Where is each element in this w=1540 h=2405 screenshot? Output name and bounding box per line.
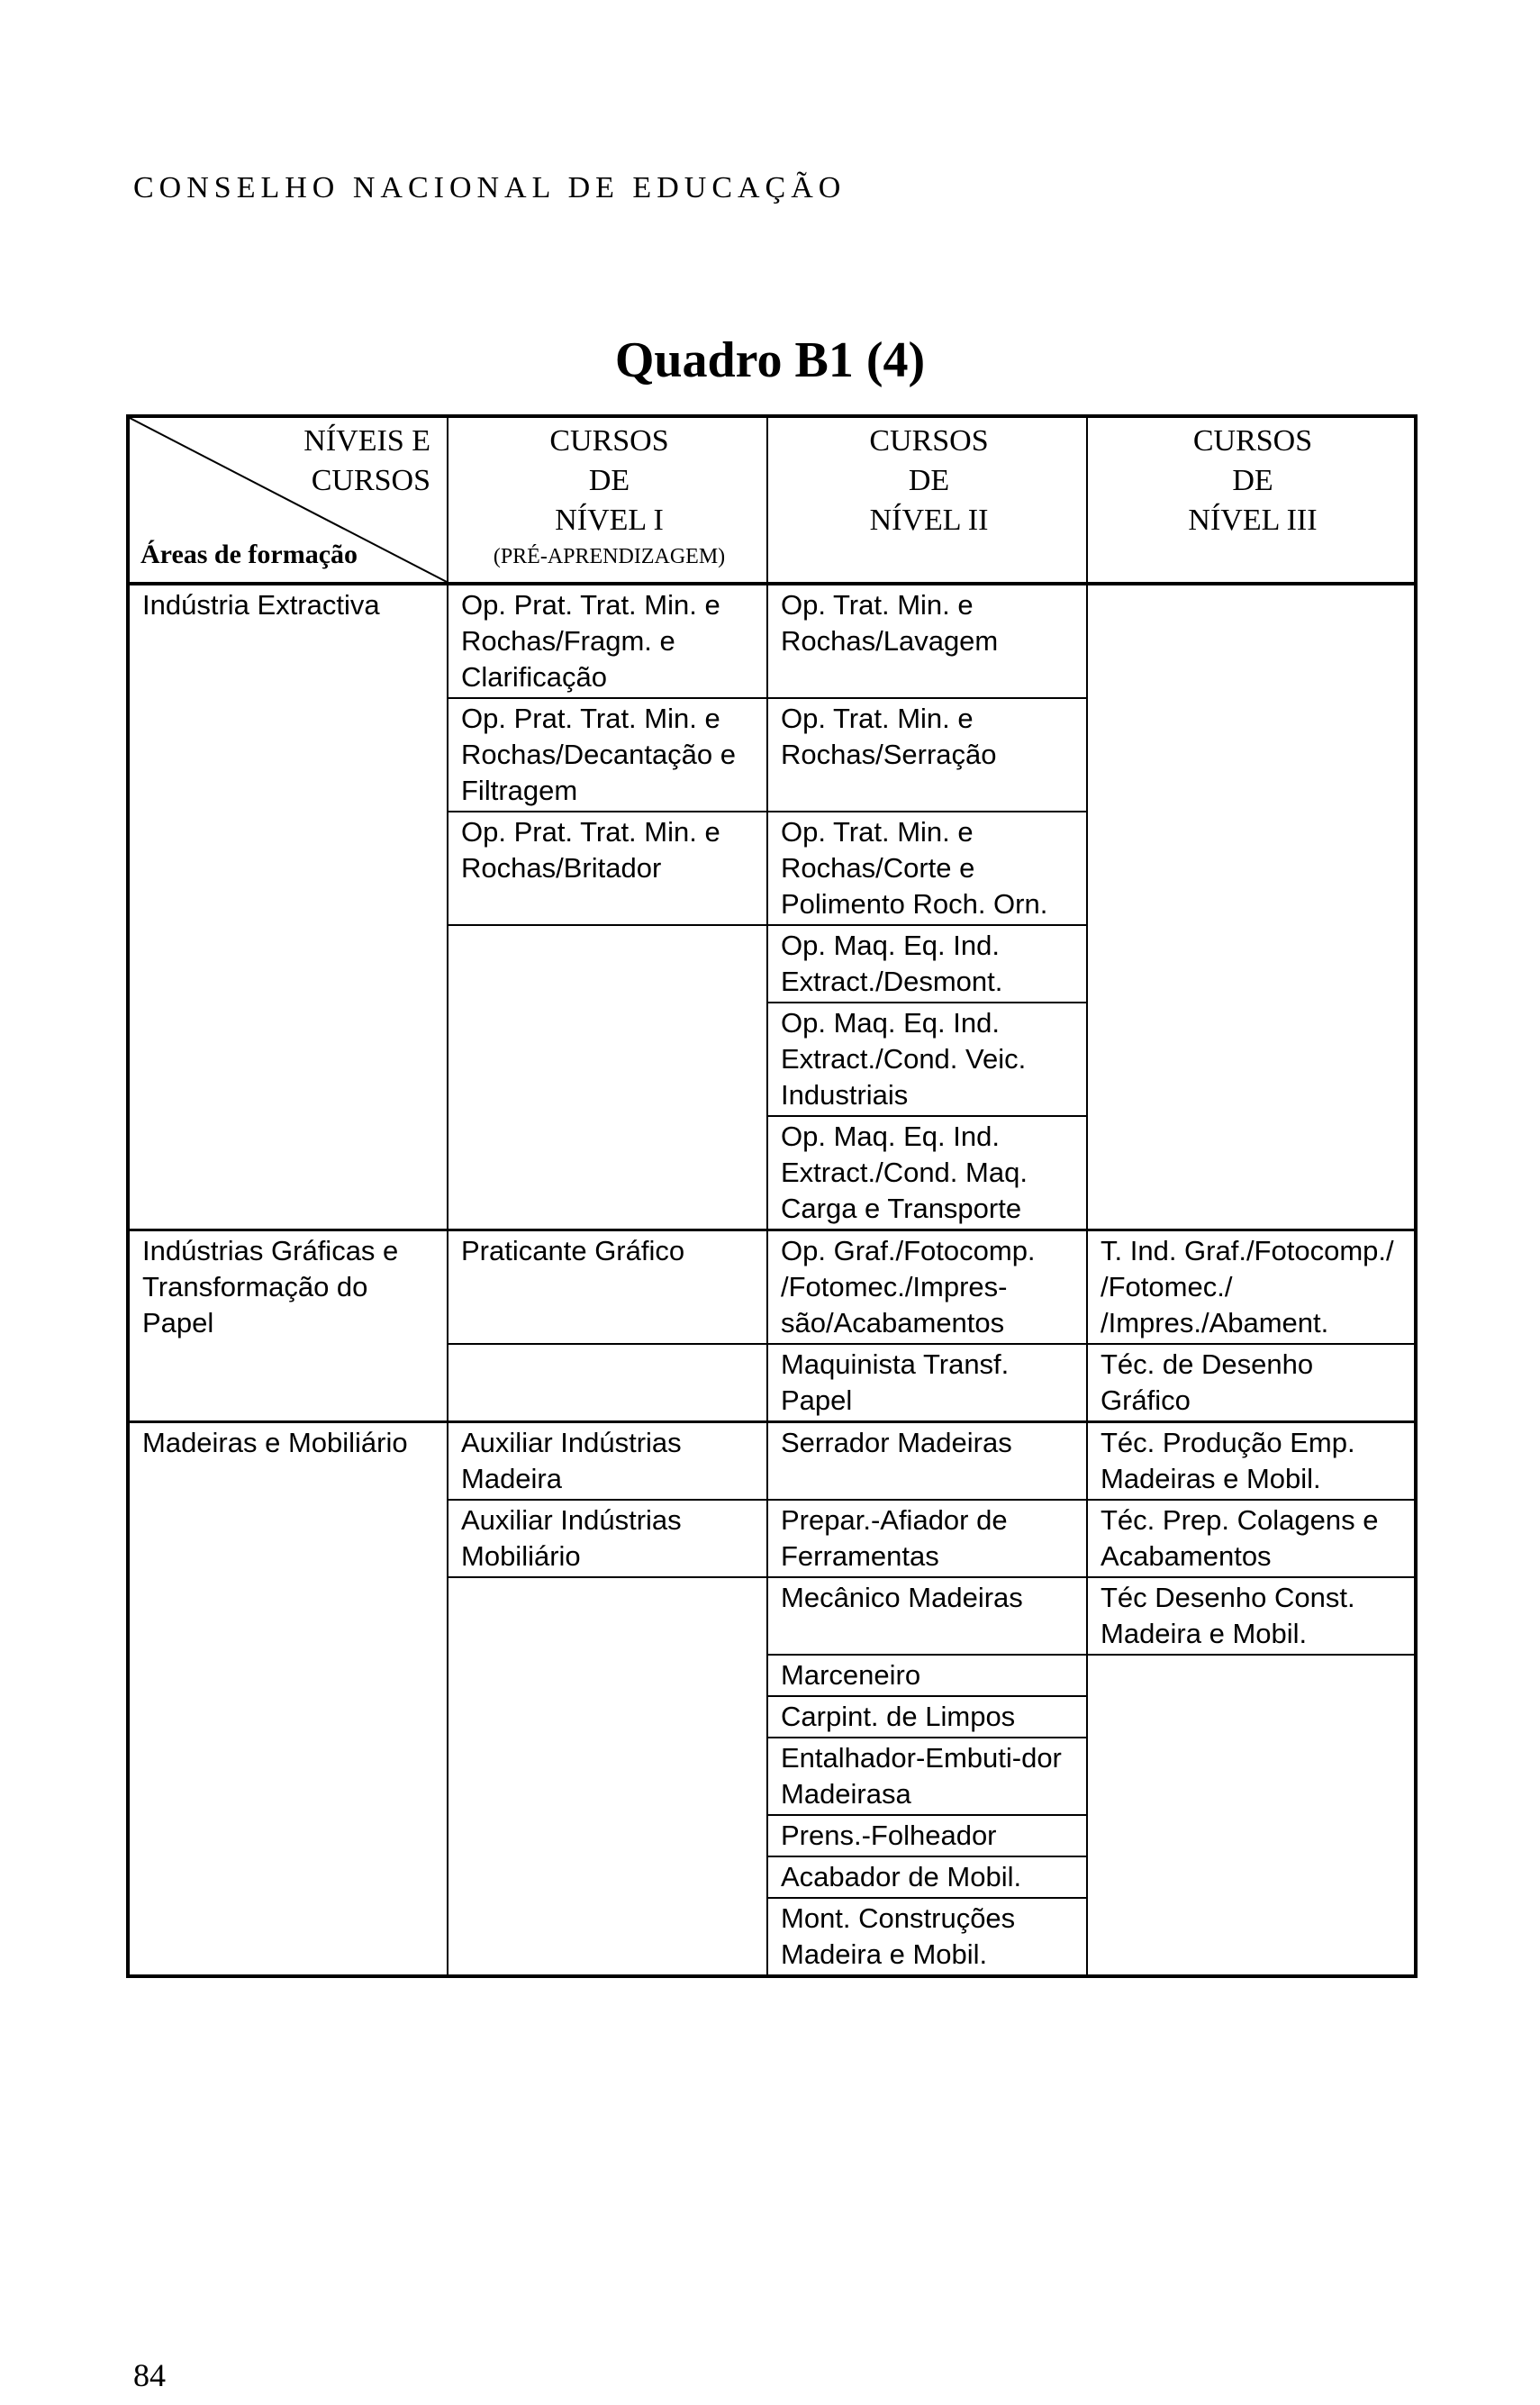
column-header-nivel-1: CURSOS DE NÍVEL I (PRÉ-APRENDIZAGEM) — [448, 416, 767, 584]
course-cell: Téc. de Desenho Gráfico — [1087, 1344, 1416, 1422]
course-cell: Op. Trat. Min. e Rochas/Serração — [767, 698, 1087, 812]
table-title: Quadro B1 (4) — [614, 332, 926, 388]
area-cell: Madeiras e Mobiliário — [128, 1422, 448, 1977]
course-cell: Mont. Construções Madeira e Mobil. — [767, 1898, 1087, 1976]
course-cell: Prens.-Folheador — [767, 1815, 1087, 1856]
course-cell: Op. Prat. Trat. Min. e Rochas/Britador — [448, 812, 767, 925]
table-header-row — [128, 416, 1416, 584]
course-cell: Serrador Madeiras — [767, 1422, 1087, 1501]
column-header-nivel-2: CURSOS DE NÍVEL II — [767, 416, 1087, 584]
course-cell: Carpint. de Limpos — [767, 1696, 1087, 1738]
course-cell: Entalhador-Embuti-dor Madeirasa — [767, 1738, 1087, 1815]
corner-areas-label: Áreas de formação — [140, 540, 358, 569]
course-cell: Téc. Produção Emp. Madeiras e Mobil. — [1087, 1422, 1416, 1501]
course-cell: Op. Maq. Eq. Ind. Extract./Desmont. — [767, 925, 1087, 1003]
table-row — [128, 584, 1416, 698]
empty-cell — [1087, 1655, 1416, 1976]
course-cell: T. Ind. Graf./Fotocomp./ /Fotomec./ /Impres./Abament. — [1087, 1230, 1416, 1345]
course-cell: Marceneiro — [767, 1655, 1087, 1696]
course-cell: Auxiliar Indústrias Madeira — [448, 1422, 767, 1501]
course-cell: Mecânico Madeiras — [767, 1577, 1087, 1655]
empty-cell — [448, 925, 767, 1230]
table-row — [128, 1230, 1416, 1345]
course-cell: Op. Prat. Trat. Min. e Rochas/Decantação e Filtragem — [448, 698, 767, 812]
area-cell: Indústrias Gráficas e Transformação do Papel — [128, 1230, 448, 1422]
course-cell: Op. Prat. Trat. Min. e Rochas/Fragm. e Clarificação — [448, 584, 767, 698]
course-cell: Prepar.-Afiador de Ferramentas — [767, 1500, 1087, 1577]
column-header-nivel-3: CURSOS DE NÍVEL III — [1087, 416, 1416, 584]
courses-table — [126, 414, 1418, 1978]
document-header: CONSELHO NACIONAL DE EDUCAÇÃO — [133, 171, 847, 204]
course-cell: Acabador de Mobil. — [767, 1856, 1087, 1898]
course-cell: Op. Maq. Eq. Ind. Extract./Cond. Maq. Carga e Transporte — [767, 1116, 1087, 1230]
area-cell: Indústria Extractiva — [128, 584, 448, 1230]
corner-levels-label: NÍVEIS E CURSOS — [303, 424, 430, 497]
course-cell: Téc Desenho Const. Madeira e Mobil. — [1087, 1577, 1416, 1655]
course-cell: Auxiliar Indústrias Mobiliário — [448, 1500, 767, 1577]
course-cell: Praticante Gráfico — [448, 1230, 767, 1345]
course-cell: Op. Graf./Fotocomp. /Fotomec./Impres-são/Acabamentos — [767, 1230, 1087, 1345]
empty-cell — [1087, 584, 1416, 1230]
course-cell: Maquinista Transf. Papel — [767, 1344, 1087, 1422]
corner-header-cell — [128, 416, 448, 584]
page-number: 84 — [133, 2357, 166, 2393]
course-cell: Op. Trat. Min. e Rochas/Lavagem — [767, 584, 1087, 698]
empty-cell — [448, 1577, 767, 1976]
course-cell: Op. Trat. Min. e Rochas/Corte e Polimento Roch. Orn. — [767, 812, 1087, 925]
course-cell: Téc. Prep. Colagens e Acabamentos — [1087, 1500, 1416, 1577]
table-row — [128, 1422, 1416, 1501]
course-cell: Op. Maq. Eq. Ind. Extract./Cond. Veic. Industriais — [767, 1003, 1087, 1116]
empty-cell — [448, 1344, 767, 1422]
